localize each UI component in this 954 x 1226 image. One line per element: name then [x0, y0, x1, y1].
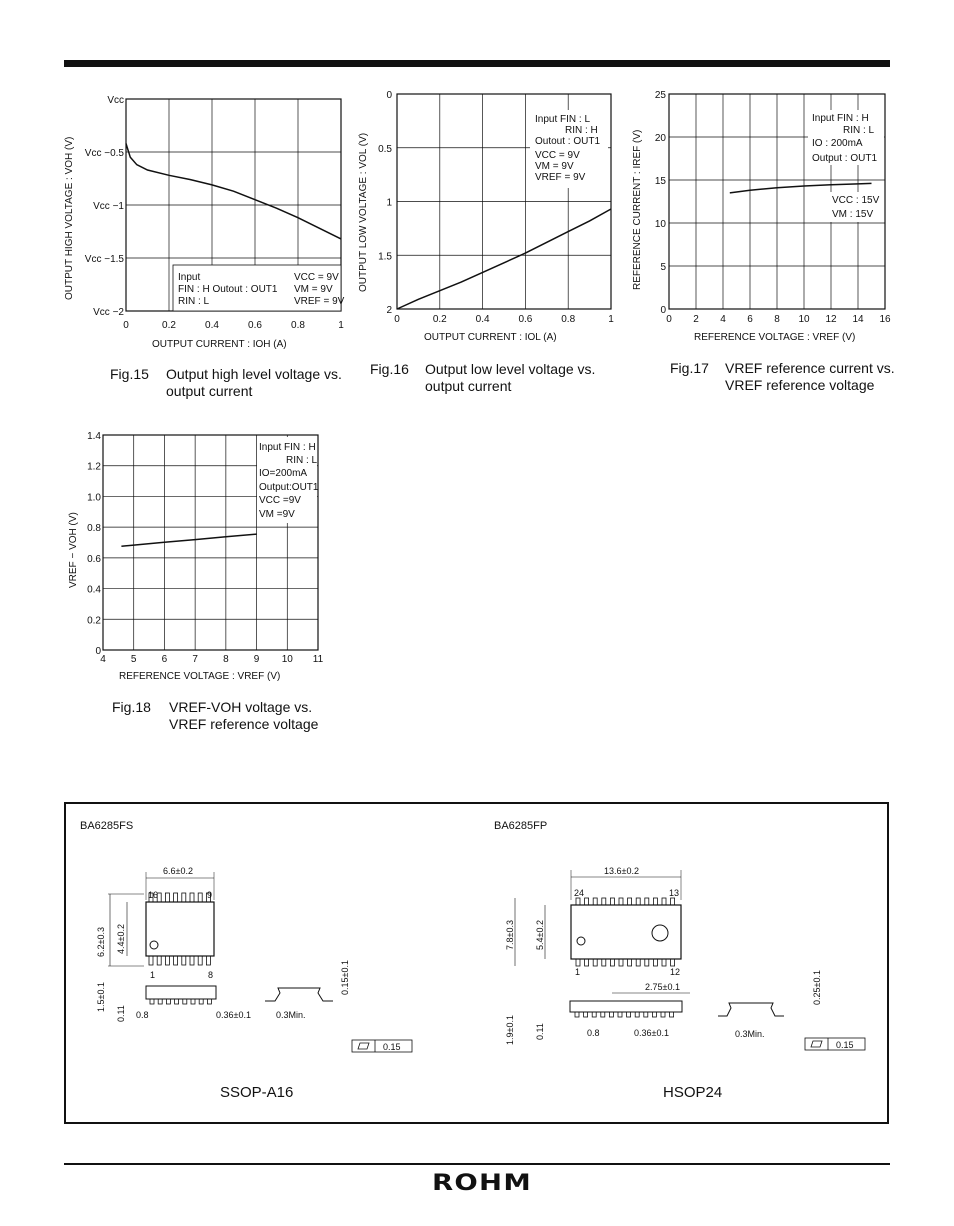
- hsop-top-pin-6: [628, 898, 632, 905]
- hsop-flatness-box: [805, 1038, 865, 1050]
- fig17-ytick-0: 25: [654, 90, 666, 101]
- ssop-pin9: 9: [207, 890, 213, 900]
- fig18-xtick-3: 7: [192, 654, 198, 665]
- ssop-pin1: 1: [150, 970, 156, 980]
- ssop-dim-width: 6.6±0.2: [163, 866, 193, 876]
- fig15-ytick-0: Vcc: [107, 95, 124, 106]
- hsop-top-pin-5: [619, 898, 623, 905]
- hsop-top-pin-0: [576, 898, 580, 905]
- fig18-ylabel: VREF − VOH (V): [68, 512, 79, 588]
- ssop-dim-015: 0.15±0.1: [340, 960, 350, 995]
- hsop-side-pin-9: [652, 1012, 656, 1017]
- fig18-cond-5: VCC =9V: [259, 495, 301, 506]
- hsop-bottom-pin-4: [610, 959, 614, 966]
- fig17-xlabel: REFERENCE VOLTAGE : VREF (V): [694, 332, 856, 343]
- hsop-top-pin-2: [593, 898, 597, 905]
- fig17-xtick-7: 14: [852, 314, 864, 325]
- fig18-ytick-2: 1.0: [87, 492, 101, 504]
- ssop-dim-011: 0.11: [116, 1005, 126, 1022]
- hsop-dim-flatness: 0.15: [836, 1040, 854, 1050]
- hsop-top-pin-3: [602, 898, 606, 905]
- hsop-heatsink-mark: [652, 925, 668, 941]
- hsop-dim-275: 2.75±0.1: [645, 982, 680, 992]
- fig18-xtick-2: 6: [161, 654, 168, 665]
- hsop-bottom-pin-8: [645, 959, 649, 966]
- fig17-xtick-0: 0: [666, 314, 672, 325]
- fig16-ylabel: OUTPUT LOW VOLTAGE : VOL (V): [358, 132, 369, 292]
- hsop-end-view: [718, 1003, 784, 1016]
- hsop-bottom-pin-10: [662, 959, 666, 966]
- fig16-cond-1: Input FIN : L: [535, 114, 591, 125]
- hsop-bottom-pin-7: [636, 959, 640, 966]
- fig17-ytick-4: 5: [660, 262, 666, 273]
- fig15-cond-4: VCC = 9V: [294, 272, 339, 283]
- left-package-name: BA6285FS: [80, 820, 134, 832]
- hsop-side-pin-10: [661, 1012, 665, 1017]
- hsop-top-pin-8: [645, 898, 649, 905]
- fig16-cond-2: RIN : H: [565, 125, 598, 136]
- hsop-dim-025: 0.25±0.1: [812, 970, 822, 1005]
- fig18-cond-1: Input FIN : H: [259, 442, 316, 453]
- rohm-logo: ROHM: [432, 1171, 532, 1196]
- fig16-caption-line2: output current: [425, 378, 512, 394]
- hsop-side-pin-5: [618, 1012, 622, 1017]
- hsop-pin12: 12: [670, 967, 681, 977]
- fig17-xtick-2: 4: [720, 314, 726, 325]
- fig17-xtick-8: 16: [879, 314, 891, 325]
- hsop-side-pin-7: [635, 1012, 639, 1017]
- right-package-name: BA6285FP: [494, 820, 548, 832]
- fig18-ytick-6: 0.2: [87, 615, 101, 627]
- ssop-pin8: 8: [208, 970, 214, 980]
- hsop-side-pin-0: [575, 1012, 579, 1017]
- hsop-top-pin-4: [610, 898, 614, 905]
- fig17-ytick-2: 15: [654, 176, 666, 187]
- ssop-dim-03min: 0.3Min.: [276, 1010, 306, 1020]
- fig17-cond-2: RIN : L: [843, 125, 875, 136]
- fig18-cond-6: VM =9V: [259, 509, 295, 520]
- fig18-xtick-6: 10: [281, 654, 293, 665]
- fig15-ytick-1: Vcc −0.5: [84, 148, 124, 159]
- fig15-xtick-1: 0.2: [162, 320, 176, 331]
- hsop-bottom-pin-2: [593, 959, 597, 966]
- fig17-cond-3: IO : 200mA: [812, 138, 863, 149]
- hsop-side-pin-2: [592, 1012, 596, 1017]
- hsop-bottom-pin-3: [602, 959, 606, 966]
- fig15-xtick-2: 0.4: [205, 320, 219, 331]
- fig15-xlabel: OUTPUT CURRENT : IOH (A): [152, 339, 287, 350]
- hsop-top-pin-10: [662, 898, 666, 905]
- hsop-dim-78: 7.8±0.3: [505, 920, 515, 950]
- hsop-side-pin-1: [584, 1012, 588, 1017]
- hsop-side-pin-3: [601, 1012, 605, 1017]
- fig18-caption-line1: VREF-VOH voltage vs.: [169, 699, 313, 715]
- fig16-ytick-3: 1.5: [378, 251, 392, 263]
- fig16-ytick-1: 0.5: [378, 143, 392, 155]
- fig16-cond-3: Outout : OUT1: [535, 136, 601, 147]
- fig15-cond-5: VM = 9V: [294, 284, 333, 295]
- fig18-cond-4: Output:OUT1: [259, 482, 319, 493]
- fig17-xtick-3: 6: [747, 314, 753, 325]
- hsop-body-side: [570, 1001, 682, 1012]
- fig15-caption-line1: Output high level voltage vs.: [166, 366, 342, 382]
- fig16-cond-4: VCC = 9V: [535, 150, 580, 161]
- hsop-pin13: 13: [669, 888, 680, 898]
- hsop-bottom-pin-9: [653, 959, 657, 966]
- ssop-dim-15: 1.5±0.1: [96, 982, 106, 1012]
- hsop-dim-08: 0.8: [587, 1028, 600, 1038]
- hsop-bottom-pin-0: [576, 959, 580, 966]
- hsop-top-pin-11: [671, 898, 675, 905]
- fig15-ylabel: OUTPUT HIGH VOLTAGE : VOH (V): [64, 136, 75, 300]
- fig16-caption-line1: Output low level voltage vs.: [425, 361, 596, 377]
- fig18-cond-3: IO=200mA: [259, 468, 308, 479]
- fig17-cond-6: VM : 15V: [832, 209, 874, 220]
- hsop-dim-19: 1.9±0.1: [505, 1015, 515, 1045]
- left-package-type: SSOP-A16: [220, 1084, 294, 1101]
- fig15-xtick-5: 1: [338, 320, 344, 331]
- hsop-bottom-pin-1: [585, 959, 589, 966]
- ssop-pin16: 16: [148, 890, 159, 900]
- fig15-cond-1: Input: [178, 272, 201, 283]
- fig16-cond-6: VREF = 9V: [535, 172, 586, 183]
- hsop-dim-03min: 0.3Min.: [735, 1029, 765, 1039]
- hsop-bottom-pin-5: [619, 959, 623, 966]
- hsop-pin24: 24: [574, 888, 585, 898]
- ssop-dim-08: 0.8: [136, 1010, 149, 1020]
- fig15-ytick-3: Vcc −1.5: [84, 254, 124, 265]
- footer-rule: [64, 1163, 890, 1165]
- fig15-cond-6: VREF = 9V: [294, 296, 345, 307]
- fig18-ytick-0: 1.4: [87, 431, 101, 442]
- fig18-xtick-4: 8: [223, 654, 229, 665]
- hsop-dim-width: 13.6±0.2: [604, 866, 639, 876]
- fig18-xlabel: REFERENCE VOLTAGE : VREF (V): [119, 671, 281, 682]
- hsop-pin1: 1: [575, 967, 581, 977]
- fig18-xtick-1: 5: [130, 654, 137, 665]
- fig15-caption-number: Fig.15: [110, 366, 149, 382]
- hsop-bottom-pin-11: [671, 959, 675, 966]
- fig16-ytick-4: 2: [386, 305, 392, 316]
- fig15-cond-3: RIN : L: [178, 296, 210, 307]
- fig16-xtick-1: 0.2: [432, 314, 447, 325]
- ssop-dim-44: 4.4±0.2: [116, 924, 126, 954]
- fig15-xtick-3: 0.6: [248, 320, 262, 331]
- hsop-dim-036: 0.36±0.1: [634, 1028, 669, 1038]
- fig18-ytick-3: 0.8: [87, 523, 101, 535]
- fig16-ytick-0: 0: [386, 90, 392, 101]
- fig16-ytick-2: 1: [386, 197, 392, 209]
- fig17-ytick-1: 20: [654, 133, 666, 144]
- fig16-xtick-0: 0: [394, 314, 400, 325]
- fig17-xtick-1: 2: [693, 314, 699, 325]
- ssop-dim-036: 0.36±0.1: [216, 1010, 251, 1020]
- fig15-ytick-2: Vcc −1: [93, 201, 124, 212]
- fig17-caption-number: Fig.17: [670, 360, 709, 376]
- fig18-xtick-7: 11: [312, 654, 324, 665]
- hsop-top-pin-7: [636, 898, 640, 905]
- right-package-type: HSOP24: [663, 1084, 723, 1101]
- ssop-dim-62: 6.2±0.3: [96, 927, 106, 957]
- fig15-caption-line2: output current: [166, 383, 253, 399]
- hsop-dim-011: 0.11: [535, 1023, 545, 1040]
- fig16-caption-number: Fig.16: [370, 361, 409, 377]
- fig18-ytick-4: 0.6: [87, 553, 101, 565]
- fig17-ylabel: REFERENCE CURRENT : IREF (V): [632, 129, 643, 290]
- fig16-xtick-5: 1: [608, 314, 614, 325]
- fig15-xtick-4: 0.8: [291, 320, 305, 331]
- fig17-ytick-3: 10: [654, 219, 666, 230]
- hsop-pin1-mark: [577, 937, 585, 945]
- fig17-cond-5: VCC : 15V: [832, 195, 880, 206]
- fig16-cond-5: VM = 9V: [535, 161, 574, 172]
- hsop-side-pin-4: [609, 1012, 613, 1017]
- hsop-side-pin-11: [670, 1012, 674, 1017]
- fig17-caption-line2: VREF reference voltage: [725, 377, 875, 393]
- fig18-caption-line2: VREF reference voltage: [169, 716, 319, 732]
- hsop-side-pin-6: [627, 1012, 631, 1017]
- fig15-xtick-0: 0: [123, 320, 129, 331]
- fig18-caption-number: Fig.18: [112, 699, 151, 715]
- hsop-top-pin-1: [585, 898, 589, 905]
- fig16-xlabel: OUTPUT CURRENT : IOL (A): [424, 332, 557, 343]
- fig17-xtick-4: 8: [774, 314, 780, 325]
- fig17-cond-1: Input FIN : H: [812, 113, 869, 124]
- fig16-xtick-2: 0.4: [475, 314, 490, 325]
- hsop-dim-54: 5.4±0.2: [535, 920, 545, 950]
- fig18-cond-2: RIN : L: [286, 455, 318, 466]
- hsop-body-top: [571, 905, 681, 959]
- fig17-xtick-5: 10: [798, 314, 810, 325]
- fig18-xtick-0: 4: [100, 654, 106, 665]
- fig18-ytick-5: 0.4: [87, 584, 101, 596]
- fig17-cond-4: Output : OUT1: [812, 153, 878, 164]
- fig18-ytick-1: 1.2: [87, 461, 101, 473]
- ssop-dim-flatness: 0.15: [383, 1042, 401, 1052]
- fig16-xtick-3: 0.6: [518, 314, 533, 325]
- fig15-cond-2: FIN : H Outout : OUT1: [178, 284, 278, 295]
- fig17-xtick-6: 12: [825, 314, 837, 325]
- hsop-side-pin-8: [644, 1012, 648, 1017]
- hsop-top-pin-9: [653, 898, 657, 905]
- fig18-xtick-5: 9: [253, 654, 260, 665]
- hsop-bottom-pin-6: [628, 959, 632, 966]
- fig15-ytick-4: Vcc −2: [93, 307, 124, 318]
- fig16-xtick-4: 0.8: [561, 314, 576, 325]
- fig17-caption-line1: VREF reference current vs.: [725, 360, 895, 376]
- fig17-ytick-5: 0: [660, 305, 666, 316]
- fig18-ytick-7: 0: [95, 646, 101, 657]
